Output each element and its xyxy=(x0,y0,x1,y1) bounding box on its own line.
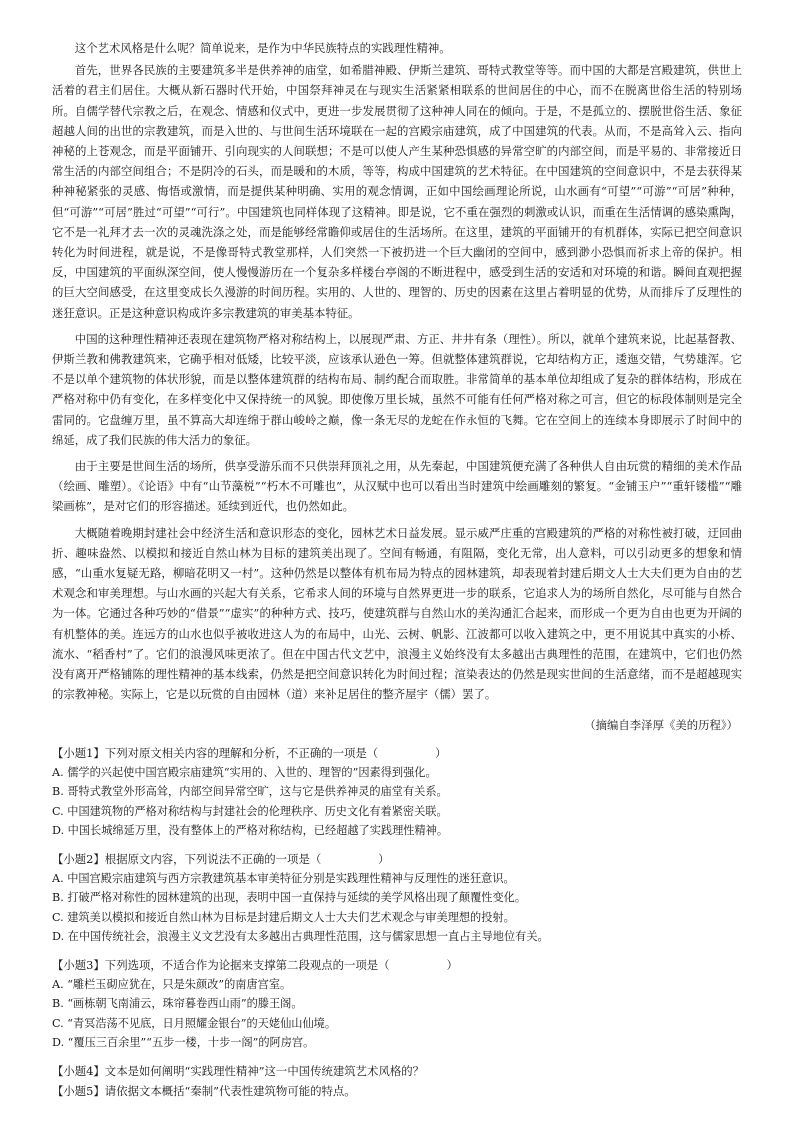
option-b: B. “画栋朝飞南浦云，珠帘暮卷西山雨”的滕王阁。 xyxy=(52,997,303,1010)
paragraph-4: 大概随着晚期封建社会中经济生活和意识形态的变化，园林艺术日益发展。显示威严庄重的宫殿建筑的严格的对称性被打破，迂回曲折、趣味盎然、以模拟和接近自然山林为目标的建筑美出现了。空间有畅通，有阻隔，变化无常，出人意料，可以引动更多的想象和情感，“山重水复疑无路，柳暗花明又一村”。这种仍然是以整体有机布局为特点的园林建筑，却表现着封建后期文人士大夫们更为自由的艺术观念和审美理想。与山水画的兴起大有关系，它希求人间的环境与自然界更进一步的联系，它追求人为的场所自然化，尽可能与自然合为一体。它通过各种巧妙的“借景”“虚实”的种种方式、技巧，使建筑群与自然山水的美沟通汇合起来，而形成一个更为自由也更为开阔的有机整体的美。连远方的山水也似乎被收进这人为的布局中，山光、云树、帆影、江波都可以收入建筑之中，更不用说其中真实的小桥、流水、“稻香村”了。它们的浪漫风味更浓了。但在中国古代文艺中，浪漫主义始终没有太多越出古典理性的范围，在建筑中，它们也仍然没有离开严格铺陈的理性精神的基本线索，仍然是把空间意识转化为时间过程；渲染表达的仍然是现实世间的生活意绪，而不是超越现实的宗教神秘。实际上，它是以玩赏的自由园林（道）来补足居住的整齐屋宇（儒）罢了。 xyxy=(52,525,742,702)
question-5 xyxy=(52,1081,742,1101)
option-d: D. 中国长城绵延万里，没有整体上的严格对称结构，已经超越了实践理性精神。 xyxy=(52,824,449,837)
option-c: C. 中国建筑物的严格对称结构与封建社会的伦理秩序、历史文化有着紧密关联。 xyxy=(52,804,448,818)
question-3 xyxy=(52,955,742,1053)
question-2 xyxy=(52,849,742,947)
question-stem: 【小题2】根据原文内容，下列说法不正确的一项是（ ） xyxy=(52,851,390,866)
option-d: D. 在中国传统社会，浪漫主义文艺没有太多越出古典理性范围，这与儒家思想一直占主导地位有关。 xyxy=(52,930,549,943)
option-b: B. 打破严格对称性的园林建筑的出现，表明中国一直保持与延续的美学风格出现了颠覆性变化。 xyxy=(52,891,527,904)
question-stem: 【小题5】请依据文本概括“秦制”代表性建筑物可能的特点。 xyxy=(52,1083,356,1098)
document-page xyxy=(52,38,742,1101)
paragraph-intro: 这个艺术风格是什么呢？简单说来，是作为中华民族特点的实践理性精神。 xyxy=(74,41,451,55)
question-stem: 【小题3】下列选项，不适合作为论据来支撑第二段观点的一项是（ ） xyxy=(52,957,458,972)
option-a: A. “雕栏玉砌应犹在，只是朱颜改”的南唐宫室。 xyxy=(52,977,292,991)
question-stem: 【小题4】文本是如何阐明“实践理性精神”这一中国传统建筑艺术风格的？ xyxy=(52,1063,425,1078)
paragraph-3: 由于主要是世间生活的场所，供享受游乐而不只供崇拜顶礼之用，从先秦起，中国建筑便充满了各种供人自由玩赏的精细的美术作品（绘画、雕塑）。《论语》中有“山节藻棁”“朽木不可雕也”，从汉赋中也可以看出当时建筑中绘画雕刻的繁复。“金铺玉户”“重轩镂槛”“雕梁画栋”，是对它们的形容描述。延续到近代，也仍然如此。 xyxy=(52,459,742,514)
option-a: A. 儒学的兴起使中国宫殿宗庙建筑“实用的、入世的、理智的”因素得到强化。 xyxy=(52,765,437,779)
option-a: A. 中国宫殿宗庙建筑与西方宗教建筑基本审美特征分别是实践理性精神与反理性的迷狂意识。 xyxy=(52,871,515,885)
option-d: D. “覆压三百余里”“五步一楼，十步一阁”的阿房宫。 xyxy=(52,1036,315,1049)
option-c: C. “青冥浩荡不见底，日月照耀金银台”的天姥仙山仙境。 xyxy=(52,1016,337,1030)
paragraph-2: 中国的这种理性精神还表现在建筑物严格对称结构上，以展现严肃、方正、井井有条（理性）。所以，就单个建筑来说，比起基督教、伊斯兰教和佛教建筑来，它确乎相对低矮，比较平淡，应该承认逊色一筹。但就整体建筑群说，它却结构方正，逶迤交错，气势雄浑。它不是以单个建筑物的体状形貌，而是以整体建筑群的结构布局、制约配合而取胜。非常简单的基本单位却组成了复杂的群体结构，形成在严格对称中仍有变化，在多样变化中又保持统一的风貌。即使像万里长城，虽然不可能有任何严格对称之可言，但它的标段体制则是完全雷同的。它盘缠万里，虽不算高大却连绵于群山峻岭之巅，像一条无尽的龙蛇在作永恒的飞舞。它在空间上的连续本身即展示了时间中的绵延，成了我们民族的伟大活力的象征。 xyxy=(52,331,742,447)
option-b: B. 哥特式教堂外形高耸，内部空间异常空旷，这与它是供养神灵的庙堂有关系。 xyxy=(52,785,448,798)
option-c: C. 建筑美以模拟和接近自然山林为目标是封建后期文人士大夫们艺术观念与审美理想的投射。 xyxy=(52,910,515,924)
source-citation: （摘编自李泽厚《美的历程》） xyxy=(584,717,738,732)
question-4 xyxy=(52,1061,742,1081)
question-stem: 【小题1】下列对原文相关内容的理解和分析，不正确的一项是（ ） xyxy=(52,745,447,760)
question-1 xyxy=(52,743,742,841)
paragraph-1: 首先，世界各民族的主要建筑多半是供养神的庙堂，如希腊神殿、伊斯兰建筑、哥特式教堂等等。而中国的大都是宫殿建筑，供世上活着的君主们居住。大概从新石器时代开始，中国祭拜神灵在与现实生活紧紧相联系的世间居住的中心，而不在脱离世俗生活的特别场所。自儒学替代宗教之后，在观念、情感和仪式中，更进一步发展贯彻了这种神人同在的倾向。于是，不是孤立的、摆脱世俗生活、象征超越人间的出世的宗教建筑，而是入世的、与世间生活环境联在一起的宫殿宗庙建筑，成了中国建筑的代表。从而，不是高耸入云、指向神秘的上苍观念，而是平面铺开、引向现实的人间联想；不是可以使人产生某种恐惧感的异常空旷的内部空间，而是平易的、非常接近日常生活的内部空间组合；不是阴冷的石头，而是暖和的木质，等等，构成中国建筑的艺术特征。在中国建筑的空间意识中，不是去获得某种神秘紧张的灵感、悔悟或激情，而是提供某种明确、实用的观念情调，正如中国绘画理论所说，山水画有“可望”“可游”“可居”种种，但“可游”“可居”胜过“可望”“可行”。中国建筑也同样体现了这精神。即是说，它不重在强烈的刺激或认识，而重在生活情调的感染熏陶，它不是一礼拜才去一次的灵魂洗涤之处，而是能够经常瞻仰或居住的生活场所。在这里，建筑的平面铺开的有机群体，实际已把空间意识转化为时间进程，就是说，不是像哥特式教堂那样，人们突然一下被扔进一个巨大幽闭的空间中，感到渺小恐惧而祈求上帝的保护。相反，中国建筑的平面纵深空间，使人慢慢游历在一个复杂多样楼台亭阁的不断进程中，感受到生活的安适和对环境的和谐。瞬间直观把握的巨大空间感受，在这里变成长久漫游的时间历程。实用的、人世的、理智的、历史的因素在这里占着明显的优势，从而排斥了反理性的迷狂意识。正是这种意识构成许多宗教建筑的审美基本特征。 xyxy=(52,63,742,320)
